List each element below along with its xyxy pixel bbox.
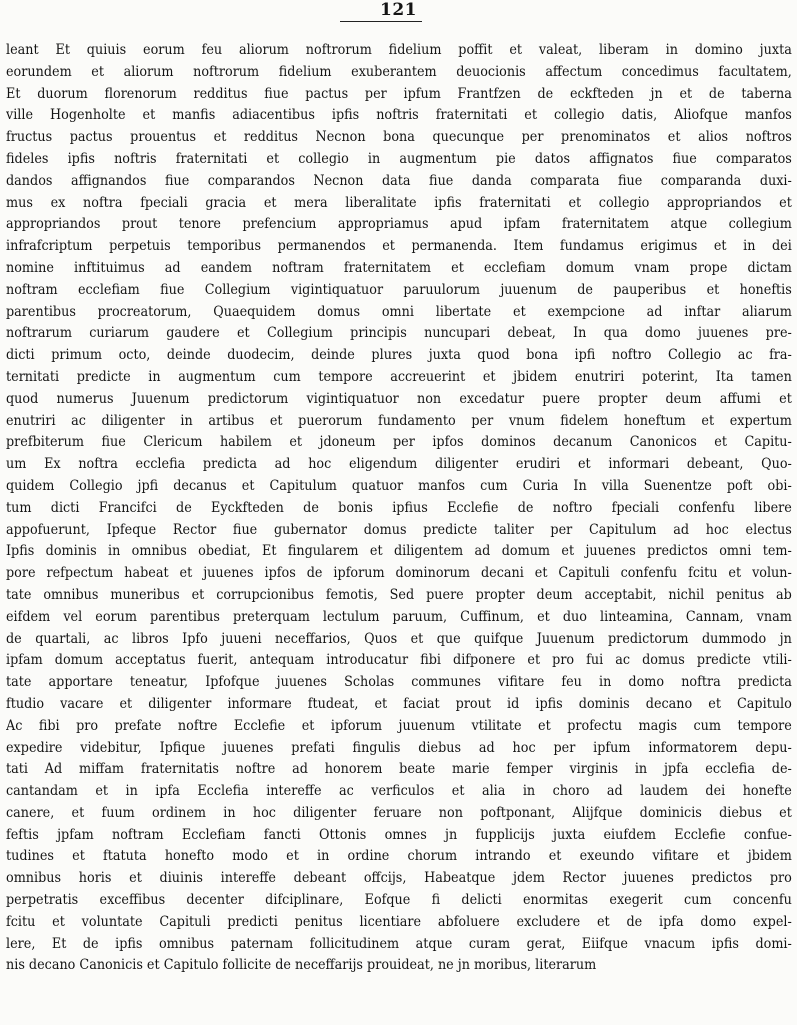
text-line: quod numerus Juuenum predictorum vigintiquatuor non excedatur puere propter deum affumi et bbox=[6, 390, 792, 407]
text-line: tate omnibus muneribus et corrupcionibus femotis, Sed puere propter deum acceptabit, nichil penitus ab bbox=[6, 586, 792, 603]
text-line: nis decano Canonicis et Capitulo follicite de neceffarijs prouideat, ne jn moribus, literarum bbox=[6, 957, 597, 974]
text-line: Ipfis dominis in omnibus obediat, Et fingularem et diligentem ad domum et juuenes predictos omni tem- bbox=[6, 543, 792, 560]
text-line: parentibus procreatorum, Quaequidem domus omni libertate et exempcione ad inftar aliarum bbox=[6, 303, 792, 320]
text-line: um Ex noftra ecclefia predicta ad hoc eligendum diligenter erudiri et informari debeant, Quo- bbox=[6, 456, 792, 473]
text-line: ternitati predicte in augmentum cum tempore accreuerint et jbidem enutriri poterint, Ita tamen bbox=[6, 368, 792, 385]
text-line: infrafcriptum perpetuis temporibus permanendos et permanenda. Item fundamus erigimus et in dei bbox=[6, 238, 792, 255]
text-line: quidem Collegio jpfi decanus et Capitulum quatuor manfos cum Curia In villa Suenentze poft obi- bbox=[6, 477, 792, 494]
text-line: pore refpectum habeat et juuenes ipfos de ipforum dominorum decani et Capituli confenfu fcitu et volun- bbox=[6, 565, 792, 582]
text-line: mus ex noftra fpeciali gracia et mera liberalitate ipfis fraternitati et collegio appropriandos et bbox=[6, 194, 792, 211]
text-line: perpetratis exceffibus decenter difciplinare, Eofque fi delicti enormitas exegerit cum concenfu bbox=[6, 892, 792, 909]
text-line: tate apportare teneatur, Ipfofque juuenes Scholas communes vifitare feu in domo noftra predicta bbox=[6, 674, 792, 691]
text-line: tudines et ftatuta honefto modo et in ordine chorum intrando et exeundo vifitare et jbidem bbox=[6, 848, 792, 865]
text-line: expedire videbitur, Ipfique juuenes prefati fingulis diebus ad hoc per ipfum informatorem depu- bbox=[6, 739, 792, 756]
text-line: fcitu et voluntate Capituli predicti penitus licentiare abfoluere excludere et de ipfa domo expel- bbox=[6, 913, 792, 930]
text-line: Et duorum florenorum redditus fiue pactus per ipfum Frantfzen de eckfteden jn et de taberna bbox=[6, 85, 792, 102]
text-line: leant Et quiuis eorum feu aliorum noftrorum fidelium poffit et valeat, liberam in domino juxta bbox=[6, 42, 792, 58]
text-line: ipfam domum acceptatus fuerit, antequam introducatur fibi difponere et pro fui ac domus predicte vtili- bbox=[6, 652, 792, 669]
text-line: omnibus horis et diuinis intereffe debeant offcijs, Habeatque jdem Rector juuenes predictos pro bbox=[6, 870, 792, 887]
text-line: tum dicti Francifci de Eyckfteden de bonis ipfius Ecclefie de noftro fpeciali confenfu libere bbox=[6, 499, 792, 516]
text-line: fructus pactus prouentus et redditus Necnon bona quecunque per prenominatos et alios noftros bbox=[6, 129, 792, 146]
text-line: lere, Et de ipfis omnibus paternam follicitudinem atque curam gerat, Eiifque vnacum ipfis domi- bbox=[6, 935, 792, 952]
text-line: fideles ipfis noftris fraternitati et collegio in augmentum pie datos affignatos fiue comparatos bbox=[6, 150, 792, 167]
text-line: prefbiterum fiue Clericum habilem et jdoneum per ipfos dominos decanum Canonicos et Capitu- bbox=[6, 434, 792, 451]
text-line: appofuerunt, Ipfeque Rector fiue gubernator domus predicte taliter per Capitulum ad hoc electus bbox=[6, 521, 792, 538]
text-line: noftrarum curiarum gaudere et Collegium principis nuncupari debeat, In qua domo juuenes pre- bbox=[6, 325, 792, 342]
text-line: eorundem et aliorum noftrorum fidelium exuberantem deuocionis affectum concedimus facultatem, bbox=[6, 63, 792, 80]
text-line: appropriandos prout tenore prefencium appropriamus apud ipfam fraternitatem atque collegium bbox=[6, 216, 792, 233]
text-line: enutriri ac diligenter in artibus et puerorum fundamento per vnum fidelem honeftum et expertum bbox=[6, 412, 792, 429]
text-line: eifdem vel eorum parentibus preterquam lectulum paruum, Cuffinum, et duo linteamina, Cannam, vnam bbox=[6, 608, 792, 625]
header-rule bbox=[340, 21, 422, 22]
text-line: cantandam et in ipfa Ecclefia intereffe ac verficulos et alia in choro ad laudem dei honefte bbox=[6, 783, 792, 800]
text-line: feftis jpfam noftram Ecclefiam fancti Ottonis omnes jn fupplicijs juxta eiufdem Ecclefie confue- bbox=[6, 826, 792, 843]
text-line: dicti primum octo, deinde duodecim, deinde plures juxta quod bona ipfi noftro Collegio ac fra- bbox=[6, 347, 792, 364]
text-line: ftudio vacare et diligenter informare ftudeat, et faciat prout id ipfis dominis decano et Capitulo bbox=[6, 695, 792, 712]
text-line: tati Ad miffam fraternitatis noftre ad honorem beate marie femper virginis in jpfa ecclefia de- bbox=[6, 761, 792, 778]
text-line: canere, et fuum ordinem in hoc diligenter feruare non poftponant, Alijfque dominicis diebus et bbox=[6, 804, 792, 821]
text-line: dandos affignandos fiue comparandos Necnon data fiue danda comparata fiue comparanda duxi- bbox=[6, 172, 792, 189]
text-line: nomine inftituimus ad eandem noftram fraternitatem et ecclefiam domum vnam prope dictam bbox=[6, 259, 792, 276]
page-number: 121 bbox=[380, 0, 417, 20]
text-line: Ac fibi pro prefate noftre Ecclefie et ipforum juuenum vtilitate et profectu magis cum tempore bbox=[6, 717, 792, 734]
text-line: noftram ecclefiam fiue Collegium vigintiquatuor paruulorum juuenum de pauperibus et honeftis bbox=[6, 281, 792, 298]
body-text bbox=[6, 40, 792, 977]
text-line: ville Hogenholte et manfis adiacentibus ipfis noftris fraternitati et collegio datis, Aliofque manfos bbox=[6, 107, 792, 124]
text-line: de quartali, ac libros Ipfo juueni neceffarios, Quos et que quifque Juuenum predictorum dummodo jn bbox=[6, 630, 792, 647]
